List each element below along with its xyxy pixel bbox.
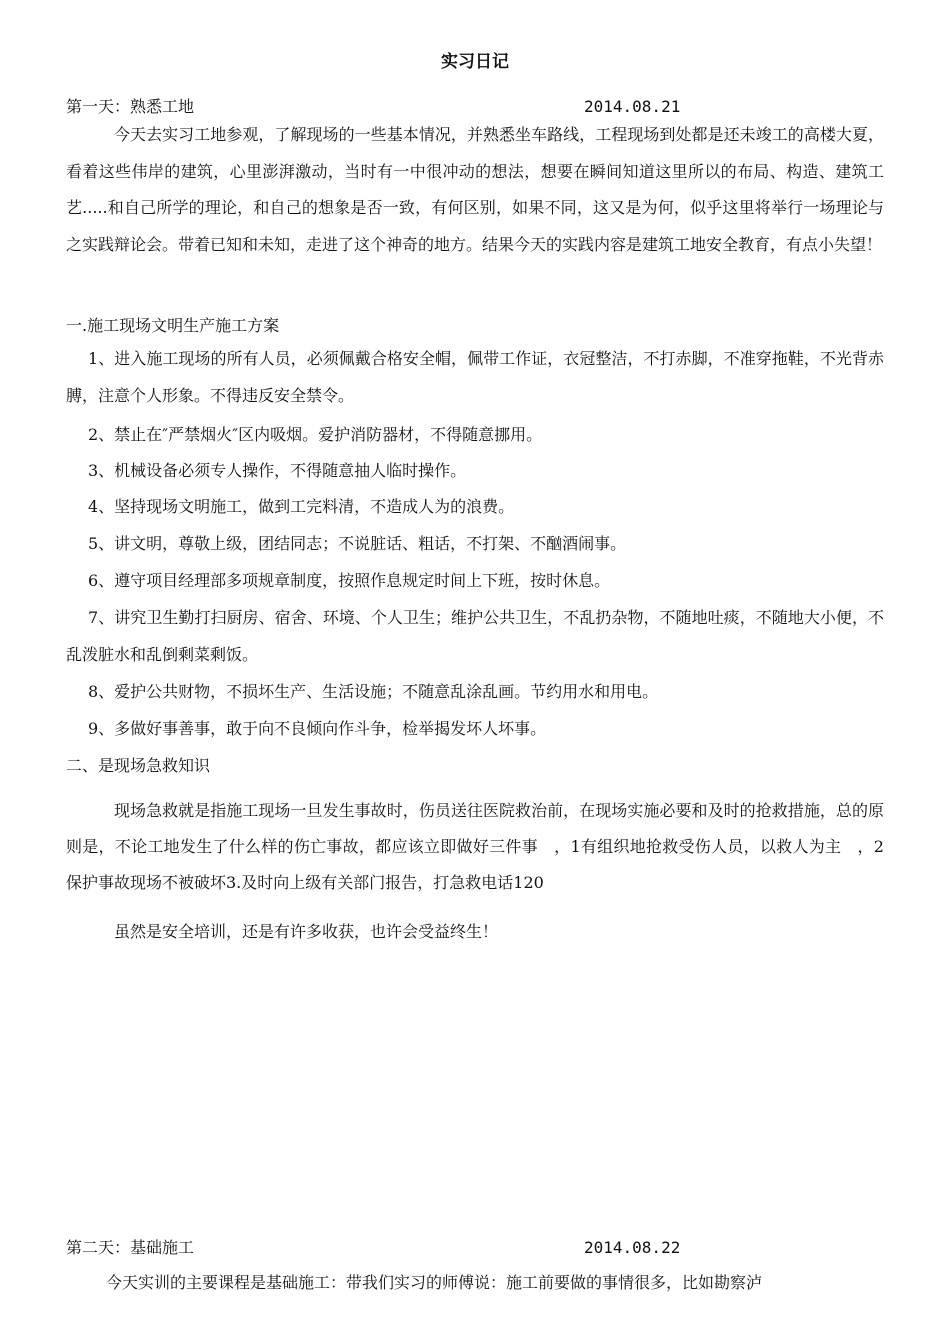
rule-item-6: 6、遵守项目经理部多项规章制度，按照作息规定时间上下班，按时休息。 — [88, 571, 611, 590]
first-aid-paragraph: 现场急救就是指施工现场一旦发生事故时，伤员送往医院救治前，在现场实施必要和及时的抢救措施，总的原则是，不论工地发生了什么样的伤亡事故，都应该立即做好三件事 ，1有组织地抢救受伤人员，以救人为主 ，2保护事故现场不被破坏3.及时向上级有关部门报告，打急救电话120 — [66, 801, 884, 892]
rule-item-4: 4、坚持现场文明施工，做到工完料清，不造成人为的浪费。 — [88, 497, 515, 516]
day1-closing: 虽然是安全培训，还是有许多收获，也许会受益终生！ — [114, 922, 499, 941]
section2-title: 二、是现场急救知识 — [66, 756, 211, 775]
rule-item-3: 3、机械设备必须专人操作，不得随意抽人临时操作。 — [88, 461, 467, 480]
rule-item-1: 1、进入施工现场的所有人员，必须佩戴合格安全帽，佩带工作证，衣冠整洁，不打赤脚，不准穿拖鞋，不光背赤膊，注意个人形象。不得违反安全禁令。 — [66, 349, 884, 405]
rule-item-2: 2、禁止在″严禁烟火″区内吸烟。爱护消防器材，不得随意挪用。 — [88, 425, 543, 444]
rule-item-8: 8、爱护公共财物，不损坏生产、生活设施；不随意乱涂乱画。节约用水和用电。 — [88, 682, 659, 701]
day1-label: 第一天：熟悉工地 — [66, 97, 195, 116]
day2-label: 第二天：基础施工 — [66, 1238, 195, 1257]
rule-item-9: 9、多做好事善事，敢于向不良倾向作斗争，检举揭发坏人坏事。 — [88, 719, 547, 738]
day1-heading — [66, 95, 884, 119]
section1-title: 一.施工现场文明生产施工方案 — [66, 316, 280, 335]
document-title: 实习日记 — [441, 52, 509, 72]
rule-item-5: 5、讲文明，尊敬上级，团结同志；不说脏话、粗话，不打架、不酗酒闹事。 — [88, 534, 627, 553]
day2-heading — [66, 1236, 884, 1260]
day1-intro-paragraph: 今天去实习工地参观，了解现场的一些基本情况，并熟悉坐车路线，工程现场到处都是还未竣工的高楼大夏，看着这些伟岸的建筑，心里澎湃激动，当时有一中很冲动的想法，想要在瞬间知道这里所以的布局、构造、建筑工艺.....和自己所学的理论，和自己的想象是否一致，有何区别，如果不同，这又是为何，似乎这里将举行一场理论与之实践辩论会。带着已知和未知，走进了这个神奇的地方。结果今天的实践内容是建筑工地安全教育，有点小失望！ — [66, 125, 884, 254]
day1-date: 2014.08.21 — [584, 97, 681, 116]
day2-intro-paragraph: 今天实训的主要课程是基础施工：带我们实习的师傅说：施工前要做的事情很多，比如勘察泸 — [106, 1273, 763, 1292]
rule-item-7: 7、讲究卫生勤打扫厨房、宿舍、环境、个人卫生；维护公共卫生，不乱扔杂物，不随地吐痰，不随地大小便，不乱泼脏水和乱倒剩菜剩饭。 — [66, 608, 884, 664]
day2-date: 2014.08.22 — [584, 1238, 681, 1257]
